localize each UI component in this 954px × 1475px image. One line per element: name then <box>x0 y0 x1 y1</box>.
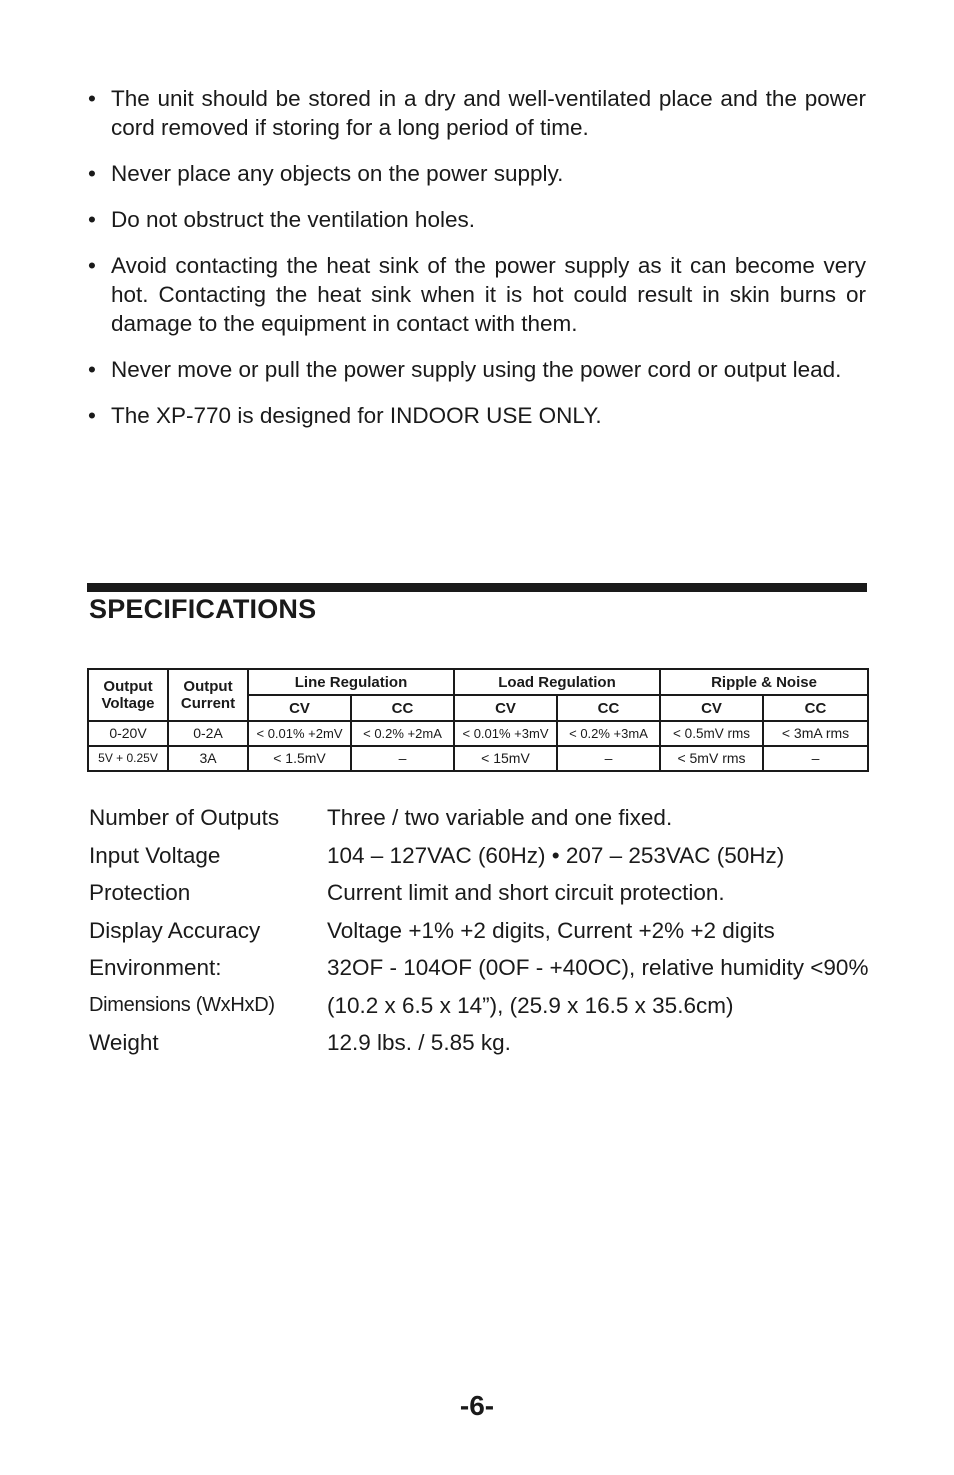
header-line-regulation: Line Regulation <box>248 669 454 695</box>
table-cell: < 0.5mV rms <box>660 721 763 746</box>
spec-value: 12.9 lbs. / 5.85 kg. <box>327 1030 511 1055</box>
header-output-voltage: Output Voltage <box>88 669 168 721</box>
section-title: SPECIFICATIONS <box>89 594 317 624</box>
table-cell: < 0.01% +2mV <box>248 721 351 746</box>
spec-label: Dimensions (WxHxD) <box>89 993 275 1016</box>
spec-label: Display Accuracy <box>89 917 261 943</box>
table-cell: – <box>557 746 660 771</box>
spec-table <box>87 668 869 772</box>
bullet-text: Do not obstruct the ventilation holes. <box>111 207 475 232</box>
bullet-dot: • <box>88 86 96 111</box>
bullet-text: The XP-770 is designed for INDOOR USE ONLY. <box>111 403 602 428</box>
spec-label: Weight <box>89 1030 159 1055</box>
table-cell: 0-20V <box>88 721 168 746</box>
spec-row <box>89 949 879 987</box>
table-row <box>88 746 868 771</box>
bullet-dot: • <box>88 253 96 278</box>
spec-row <box>89 1024 879 1062</box>
bullet-item <box>88 159 866 188</box>
header-output-current: Output Current <box>168 669 248 721</box>
table-cell: < 5mV rms <box>660 746 763 771</box>
table-cell: < 1.5mV <box>248 746 351 771</box>
spec-row <box>89 799 879 837</box>
page-number: -6- <box>459 1390 495 1421</box>
header-load-regulation: Load Regulation <box>454 669 660 695</box>
table-cell: 0-2A <box>168 721 248 746</box>
table-cell: < 15mV <box>454 746 557 771</box>
spec-row <box>89 837 879 875</box>
subheader-cv: CV <box>248 695 351 721</box>
bullet-dot: • <box>88 207 96 232</box>
bullet-text: Avoid contacting the heat sink of the power supply as it can become very hot. Contacting the heat sink when it is hot could result in skin burns or damage to the equipment in contact with them. <box>111 253 866 336</box>
table-cell: < 0.2% +2mA <box>351 721 454 746</box>
table-cell: 5V + 0.25V <box>88 746 168 771</box>
header-ripple-noise: Ripple & Noise <box>660 669 868 695</box>
table-cell: < 3mA rms <box>763 721 868 746</box>
spec-value: Current limit and short circuit protection. <box>327 880 725 905</box>
table-cell: 3A <box>168 746 248 771</box>
table-cell: – <box>351 746 454 771</box>
bullet-dot: • <box>88 357 96 382</box>
subheader-cc: CC <box>351 695 454 721</box>
bullet-item <box>88 205 866 234</box>
bullet-item <box>88 84 866 142</box>
table-cell: < 0.2% +3mA <box>557 721 660 746</box>
subheader-cv: CV <box>660 695 763 721</box>
safety-bullet-list <box>88 84 866 447</box>
bullet-item <box>88 251 866 338</box>
bullet-dot: • <box>88 161 96 186</box>
subheader-cv: CV <box>454 695 557 721</box>
bullet-item <box>88 401 866 430</box>
spec-value: (10.2 x 6.5 x 14”), (25.9 x 16.5 x 35.6cm) <box>327 992 734 1018</box>
bullet-text: Never place any objects on the power supply. <box>111 161 564 186</box>
spec-label: Protection <box>89 880 191 905</box>
section-divider <box>87 583 867 592</box>
subheader-cc: CC <box>763 695 868 721</box>
table-cell: – <box>763 746 868 771</box>
bullet-dot: • <box>88 403 96 428</box>
spec-row <box>89 912 879 950</box>
spec-value: 32OF - 104OF (0OF - +40OC), relative humidity <90% <box>327 955 869 980</box>
spec-list <box>89 799 879 1062</box>
spec-value: 104 – 127VAC (60Hz) • 207 – 253VAC (50Hz) <box>327 842 785 868</box>
spec-label: Environment: <box>89 955 222 980</box>
spec-row <box>89 987 879 1025</box>
spec-value: Three / two variable and one fixed. <box>327 805 673 830</box>
spec-label: Input Voltage <box>89 842 221 868</box>
bullet-text: Never move or pull the power supply using the power cord or output lead. <box>111 357 842 382</box>
table-cell: < 0.01% +3mV <box>454 721 557 746</box>
spec-value: Voltage +1% +2 digits, Current +2% +2 digits <box>327 917 775 943</box>
spec-row <box>89 874 879 912</box>
spec-label: Number of Outputs <box>89 805 280 830</box>
bullet-text: The unit should be stored in a dry and well-ventilated place and the power cord removed if storing for a long period of time. <box>111 86 866 140</box>
bullet-item <box>88 355 866 384</box>
table-row <box>88 721 868 746</box>
subheader-cc: CC <box>557 695 660 721</box>
